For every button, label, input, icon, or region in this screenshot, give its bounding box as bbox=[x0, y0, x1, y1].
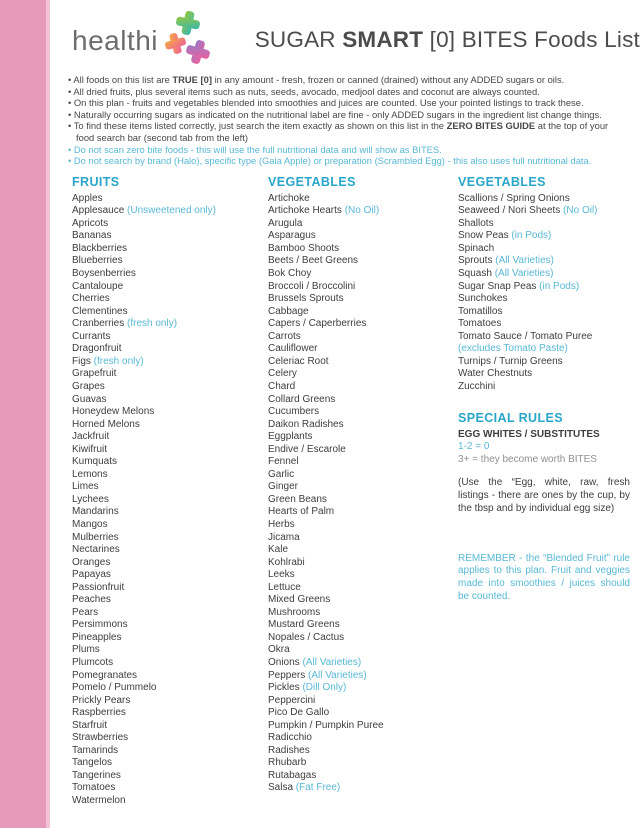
food-name: Lychees bbox=[72, 493, 109, 505]
food-name: Cranberries bbox=[72, 318, 125, 330]
food-item bbox=[268, 494, 458, 507]
food-name: Celeriac Root bbox=[268, 355, 329, 367]
food-item bbox=[72, 632, 268, 645]
food-note: (fresh only) bbox=[90, 355, 144, 367]
food-item bbox=[72, 582, 268, 595]
food-item bbox=[268, 757, 458, 770]
food-name: Kumquats bbox=[72, 456, 118, 468]
vegetables-continued-heading: VEGETABLES bbox=[458, 174, 546, 189]
food-name: Eggplants bbox=[268, 431, 313, 443]
food-name: Pomelo / Pummelo bbox=[72, 682, 157, 694]
food-name: Lettuce bbox=[268, 581, 301, 593]
food-note: (excludes Tomato Paste) bbox=[458, 343, 568, 355]
food-name: Mushrooms bbox=[268, 606, 321, 618]
food-item bbox=[268, 770, 458, 783]
food-item bbox=[268, 306, 458, 319]
food-item bbox=[268, 481, 458, 494]
food-name: Peaches bbox=[72, 594, 111, 606]
food-name: Figs bbox=[72, 355, 91, 367]
food-name: Capers / Caperberries bbox=[268, 318, 367, 330]
food-name: Guavas bbox=[72, 393, 107, 405]
bullet-text: TRUE [0] bbox=[172, 74, 212, 85]
egg-whites-subheading: EGG WHITES / SUBSTITUTES bbox=[458, 428, 600, 440]
food-item bbox=[268, 519, 458, 532]
food-item bbox=[268, 255, 458, 268]
food-name: Ginger bbox=[268, 481, 299, 493]
food-name: Bok Choy bbox=[268, 268, 312, 280]
food-item bbox=[72, 695, 268, 708]
food-name: Cabbage bbox=[268, 305, 309, 317]
food-item bbox=[72, 506, 268, 519]
food-item bbox=[458, 218, 630, 231]
food-item bbox=[268, 607, 458, 620]
food-name: Papayas bbox=[72, 569, 111, 581]
fruits-column bbox=[72, 175, 268, 808]
food-item bbox=[268, 732, 458, 745]
title-part: SUGAR bbox=[254, 27, 343, 52]
food-name: Fennel bbox=[268, 456, 299, 468]
food-name: Celery bbox=[268, 368, 297, 380]
food-note: (No Oil) bbox=[560, 205, 598, 217]
food-item bbox=[72, 331, 268, 344]
food-note: (All Varieties) bbox=[492, 255, 554, 267]
food-item bbox=[268, 469, 458, 482]
food-note: (in Pods) bbox=[508, 230, 552, 242]
fruits-list bbox=[72, 193, 268, 808]
food-name: Prickly Pears bbox=[72, 694, 131, 706]
food-name: Jicama bbox=[268, 531, 300, 543]
food-item bbox=[268, 419, 458, 432]
food-name: Salsa bbox=[268, 782, 294, 794]
food-name: Radishes bbox=[268, 744, 310, 756]
food-item bbox=[268, 670, 458, 683]
intro-bullet: • Do not scan zero bite foods - this will use the full nutritional data and will show as BITES. bbox=[68, 143, 442, 155]
food-item bbox=[268, 506, 458, 519]
food-name: Apricots bbox=[72, 217, 109, 229]
food-item bbox=[72, 644, 268, 657]
food-item bbox=[72, 469, 268, 482]
food-name: Strawberries bbox=[72, 732, 129, 744]
food-columns bbox=[72, 175, 640, 808]
food-name: Scallions / Spring Onions bbox=[458, 192, 570, 204]
food-name: Endive / Escarole bbox=[268, 443, 346, 455]
food-name: Limes bbox=[72, 481, 99, 493]
food-name: Garlic bbox=[268, 468, 295, 480]
special-rules-heading: SPECIAL RULES bbox=[458, 410, 563, 425]
remember-note: REMEMBER - the “Blended Fruit” rule applies to this plan. Fruit and veggies made into smoothies / juices should be counted. bbox=[458, 552, 630, 602]
healthi-logo-icon bbox=[165, 10, 217, 66]
food-name: Boysenberries bbox=[72, 268, 136, 280]
food-item bbox=[72, 243, 268, 256]
food-item bbox=[72, 281, 268, 294]
food-note: (in Pods) bbox=[536, 280, 580, 292]
food-note: (Fat Free) bbox=[293, 782, 341, 794]
food-name: Water Chestnuts bbox=[458, 368, 533, 380]
food-name: Blueberries bbox=[72, 255, 123, 267]
food-name: Tomatoes bbox=[458, 318, 502, 330]
intro-bullet: • Naturally occurring sugars as indicated on the nutritional label are fine - only ADDED sugars in the ingredient list change things. bbox=[68, 108, 602, 120]
food-item bbox=[72, 318, 268, 331]
food-name: Peppercini bbox=[268, 694, 316, 706]
food-item bbox=[458, 331, 630, 344]
intro-bullets bbox=[68, 74, 628, 167]
food-name: Bananas bbox=[72, 230, 112, 242]
food-name: Cantaloupe bbox=[72, 280, 124, 292]
food-name: Leeks bbox=[268, 569, 295, 581]
food-item bbox=[72, 594, 268, 607]
food-item bbox=[72, 268, 268, 281]
food-item bbox=[268, 431, 458, 444]
food-name: Shallots bbox=[458, 217, 494, 229]
food-item bbox=[268, 745, 458, 758]
food-name: Apples bbox=[72, 192, 103, 204]
food-item bbox=[458, 193, 630, 206]
food-name: Tangerines bbox=[72, 769, 121, 781]
food-item bbox=[72, 394, 268, 407]
food-name: Pickles bbox=[268, 682, 300, 694]
food-item bbox=[268, 281, 458, 294]
food-item bbox=[268, 695, 458, 708]
food-name: Tomatillos bbox=[458, 305, 503, 317]
food-item bbox=[268, 619, 458, 632]
food-name: Sunchokes bbox=[458, 293, 508, 305]
food-name: Pico De Gallo bbox=[268, 707, 330, 719]
food-item bbox=[458, 306, 630, 319]
food-name: Raspberries bbox=[72, 707, 126, 719]
left-accent-bar bbox=[0, 0, 50, 828]
food-item bbox=[72, 218, 268, 231]
food-name: Carrots bbox=[268, 330, 301, 342]
food-name: Passionfruit bbox=[72, 581, 125, 593]
food-item bbox=[458, 356, 630, 369]
food-name: Mixed Greens bbox=[268, 594, 331, 606]
food-name: Oranges bbox=[72, 556, 111, 568]
bullet-text: in any amount - fresh, frozen or canned (drained) without any ADDED sugars or oils. bbox=[211, 74, 565, 85]
food-name: Snow Peas bbox=[458, 230, 509, 242]
food-name: Starfruit bbox=[72, 719, 108, 731]
page-content bbox=[54, 0, 640, 828]
food-item bbox=[268, 444, 458, 457]
food-item bbox=[72, 532, 268, 545]
food-name: Kiwifruit bbox=[72, 443, 108, 455]
food-name: Bamboo Shoots bbox=[268, 242, 340, 254]
food-item bbox=[268, 707, 458, 720]
food-item bbox=[72, 381, 268, 394]
intro-bullet: • On this plan - fruits and vegetables blended into smoothies and juices are counted. Use your pointed listings to track these. bbox=[68, 97, 584, 109]
food-name: Artichoke Hearts bbox=[268, 205, 342, 217]
food-name: Spinach bbox=[458, 242, 495, 254]
bullet-text: To find these items listed correctly, just search the item exactly as shown on this list in the bbox=[73, 120, 447, 132]
food-name: Radicchio bbox=[268, 732, 312, 744]
food-item bbox=[72, 293, 268, 306]
food-name: Green Beans bbox=[268, 493, 327, 505]
food-name: Mangos bbox=[72, 518, 108, 530]
food-item bbox=[72, 494, 268, 507]
food-item bbox=[458, 255, 630, 268]
food-name: Onions bbox=[268, 656, 300, 668]
food-item bbox=[458, 268, 630, 281]
food-item bbox=[72, 544, 268, 557]
food-name: Nectarines bbox=[72, 544, 120, 556]
food-name: Rhubarb bbox=[268, 757, 307, 769]
food-item bbox=[72, 682, 268, 695]
egg-rule-bites: 3+ = they become worth BITES bbox=[458, 453, 597, 465]
food-note: (All Varieties) bbox=[491, 268, 554, 280]
food-name: Honeydew Melons bbox=[72, 406, 155, 418]
food-item bbox=[72, 569, 268, 582]
food-name: Mustard Greens bbox=[268, 619, 340, 631]
food-name: Brussels Sprouts bbox=[268, 293, 344, 305]
food-item bbox=[458, 368, 630, 381]
food-item bbox=[72, 770, 268, 783]
title-part: BITES Foods List bbox=[461, 27, 640, 52]
food-name: Horned Melons bbox=[72, 418, 140, 430]
food-name: Artichoke bbox=[268, 192, 310, 204]
food-item bbox=[268, 230, 458, 243]
food-item bbox=[268, 557, 458, 570]
vegetables-continued-column bbox=[458, 175, 630, 808]
food-name: Pumpkin / Pumpkin Puree bbox=[268, 719, 384, 731]
food-item bbox=[458, 381, 630, 394]
egg-listings-note: (Use the “Egg, white, raw, fresh listings - there are ones by the cup, by the tbsp and by individual egg size) bbox=[458, 477, 630, 514]
food-item bbox=[72, 657, 268, 670]
food-name: Applesauce bbox=[72, 205, 125, 217]
food-name: Peppers bbox=[268, 669, 306, 681]
food-item bbox=[72, 782, 268, 795]
fruits-heading: FRUITS bbox=[72, 174, 120, 189]
food-name: Kohlrabi bbox=[268, 556, 305, 568]
food-name: Dragonfruit bbox=[72, 343, 122, 355]
food-item bbox=[72, 444, 268, 457]
food-name: Beets / Beet Greens bbox=[268, 255, 359, 267]
food-name: Plumcots bbox=[72, 656, 114, 668]
food-item bbox=[268, 632, 458, 645]
healthi-logo-text: healthi bbox=[72, 25, 159, 56]
food-item bbox=[458, 318, 630, 331]
intro-bullet: • All dried fruits, plus several items such as nuts, seeds, avocado, medjool dates and coconut are always counted. bbox=[68, 85, 540, 97]
food-name: Herbs bbox=[268, 518, 295, 530]
food-name: Tomatoes bbox=[72, 782, 116, 794]
food-name: Cherries bbox=[72, 293, 110, 305]
food-item bbox=[268, 394, 458, 407]
bullet-text: All dried fruits, plus several items such as nuts, seeds, avocado, medjool dates and coconut are always counted. bbox=[73, 85, 540, 97]
food-item bbox=[268, 331, 458, 344]
food-name: Squash bbox=[458, 268, 492, 280]
bullet-text: On this plan - fruits and vegetables blended into smoothies and juices are counted. Use your pointed listings to track these. bbox=[73, 97, 584, 109]
food-item bbox=[458, 230, 630, 243]
food-name: Persimmons bbox=[72, 619, 128, 631]
food-item bbox=[268, 268, 458, 281]
food-item bbox=[268, 456, 458, 469]
food-name: Grapes bbox=[72, 380, 105, 392]
food-item bbox=[72, 406, 268, 419]
bullet-text: Do not scan zero bite foods - this will use the full nutritional data and will show as BITES. bbox=[73, 143, 442, 155]
food-note: (All Varieties) bbox=[299, 656, 362, 668]
food-item bbox=[72, 343, 268, 356]
food-note: (Dill Only) bbox=[299, 682, 347, 694]
title-part-bold: SMART bbox=[342, 27, 424, 52]
food-item bbox=[72, 368, 268, 381]
food-item bbox=[268, 318, 458, 331]
food-item bbox=[268, 594, 458, 607]
intro-bullet: • All foods on this list are TRUE [0] in any amount - fresh, frozen or canned (drained) without any ADDED sugars or oils. bbox=[68, 74, 565, 85]
food-name: Mulberries bbox=[72, 531, 119, 543]
food-item bbox=[458, 281, 630, 294]
food-item bbox=[458, 205, 630, 218]
special-rules-section bbox=[458, 411, 630, 604]
food-item bbox=[268, 205, 458, 218]
food-name: Kale bbox=[268, 544, 289, 556]
food-item bbox=[72, 419, 268, 432]
food-name: Arugula bbox=[268, 217, 303, 229]
food-name: Pineapples bbox=[72, 631, 122, 643]
food-name: Plums bbox=[72, 644, 100, 656]
intro-bullet: • Do not search by brand (Halo), specific type (Gaia Apple) or preparation (Scrambled Egg) - this also uses full nutritional data. bbox=[68, 155, 592, 167]
food-item bbox=[458, 343, 630, 356]
food-item bbox=[72, 356, 268, 369]
food-item bbox=[72, 557, 268, 570]
food-name: Turnips / Turnip Greens bbox=[458, 355, 563, 367]
food-item bbox=[72, 707, 268, 720]
food-note: (All Varieties) bbox=[305, 669, 367, 681]
food-item bbox=[72, 619, 268, 632]
food-item bbox=[268, 406, 458, 419]
bullet-text: Do not search by brand (Halo), specific type (Gaia Apple) or preparation (Scrambled Egg) - this also uses full nutritional data. bbox=[73, 155, 592, 167]
food-item bbox=[268, 343, 458, 356]
food-item bbox=[268, 544, 458, 557]
food-name: Tamarinds bbox=[72, 744, 119, 756]
food-name: Currants bbox=[72, 330, 111, 342]
food-item bbox=[268, 569, 458, 582]
food-name: Asparagus bbox=[268, 230, 316, 242]
food-item bbox=[72, 431, 268, 444]
food-name: Sugar Snap Peas bbox=[458, 280, 537, 292]
food-name: Clementines bbox=[72, 305, 128, 317]
food-name: Zucchini bbox=[458, 380, 496, 392]
food-item bbox=[72, 757, 268, 770]
food-item bbox=[268, 356, 458, 369]
food-item bbox=[72, 193, 268, 206]
food-name: Blackberries bbox=[72, 242, 128, 254]
food-name: Collard Greens bbox=[268, 393, 336, 405]
food-item bbox=[72, 720, 268, 733]
food-item bbox=[72, 205, 268, 218]
egg-rule-zero: 1-2 = 0 bbox=[458, 441, 490, 453]
food-item bbox=[268, 532, 458, 545]
food-name: Grapefruit bbox=[72, 368, 117, 380]
food-name: Tangelos bbox=[72, 757, 113, 769]
food-item bbox=[268, 193, 458, 206]
food-item bbox=[72, 230, 268, 243]
food-name: Sprouts bbox=[458, 255, 493, 267]
vegetables-heading: VEGETABLES bbox=[268, 174, 356, 189]
food-name: Pears bbox=[72, 606, 99, 618]
food-item bbox=[268, 657, 458, 670]
food-item bbox=[268, 644, 458, 657]
intro-bullet: • To find these items listed correctly, just search the item exactly as shown on this list in the ZERO BITES GUIDE at the top of your food search bar (second tab from the left) bbox=[68, 120, 609, 143]
food-name: Mandarins bbox=[72, 506, 119, 518]
title-part-bracket: [0] bbox=[423, 27, 462, 52]
food-name: Jackfruit bbox=[72, 431, 110, 443]
page-title bbox=[255, 27, 640, 53]
food-item bbox=[72, 519, 268, 532]
food-note: (Unsweetened only) bbox=[124, 205, 216, 217]
bullet-text: ZERO BITES GUIDE bbox=[446, 120, 536, 132]
food-item bbox=[268, 381, 458, 394]
food-item bbox=[268, 582, 458, 595]
food-name: Hearts of Palm bbox=[268, 506, 335, 518]
bullet-text: All foods on this list are bbox=[73, 74, 173, 85]
bullet-text: Naturally occurring sugars as indicated on the nutritional label are fine - only ADDED sugars in the ingredient list change things. bbox=[73, 108, 602, 120]
food-name: Daikon Radishes bbox=[268, 418, 344, 430]
food-item bbox=[458, 293, 630, 306]
food-item bbox=[72, 607, 268, 620]
vegetables-continued-list bbox=[458, 193, 630, 394]
food-item bbox=[268, 218, 458, 231]
food-name: Lemons bbox=[72, 468, 108, 480]
food-item bbox=[268, 243, 458, 256]
food-item bbox=[72, 732, 268, 745]
food-item bbox=[72, 745, 268, 758]
food-name: Chard bbox=[268, 380, 296, 392]
food-item bbox=[72, 306, 268, 319]
food-item bbox=[72, 795, 268, 808]
food-item bbox=[268, 720, 458, 733]
food-item bbox=[72, 255, 268, 268]
vegetables-list bbox=[268, 193, 458, 795]
vegetables-column bbox=[268, 175, 458, 808]
food-item bbox=[72, 456, 268, 469]
food-item bbox=[268, 368, 458, 381]
food-name: Cucumbers bbox=[268, 406, 320, 418]
food-item bbox=[268, 293, 458, 306]
food-item bbox=[72, 481, 268, 494]
food-item bbox=[72, 670, 268, 683]
food-name: Watermelon bbox=[72, 795, 126, 806]
food-name: Okra bbox=[268, 644, 290, 656]
header bbox=[54, 0, 640, 66]
food-name: Tomato Sauce / Tomato Puree bbox=[458, 330, 593, 342]
food-item bbox=[268, 782, 458, 795]
healthi-logo bbox=[72, 16, 217, 66]
food-note: (No Oil) bbox=[341, 205, 380, 217]
food-name: Rutabagas bbox=[268, 769, 317, 781]
food-name: Broccoli / Broccolini bbox=[268, 280, 356, 292]
food-name: Cauliflower bbox=[268, 343, 318, 355]
bullet-text: at the top of your food search bar (second tab from the left) bbox=[76, 120, 609, 143]
food-item bbox=[458, 243, 630, 256]
food-name: Pomegranates bbox=[72, 669, 138, 681]
food-note: (fresh only) bbox=[124, 318, 178, 330]
plus-icon-purple bbox=[183, 37, 213, 67]
food-name: Nopales / Cactus bbox=[268, 631, 345, 643]
food-name: Seaweed / Nori Sheets bbox=[458, 205, 561, 217]
food-item bbox=[268, 682, 458, 695]
